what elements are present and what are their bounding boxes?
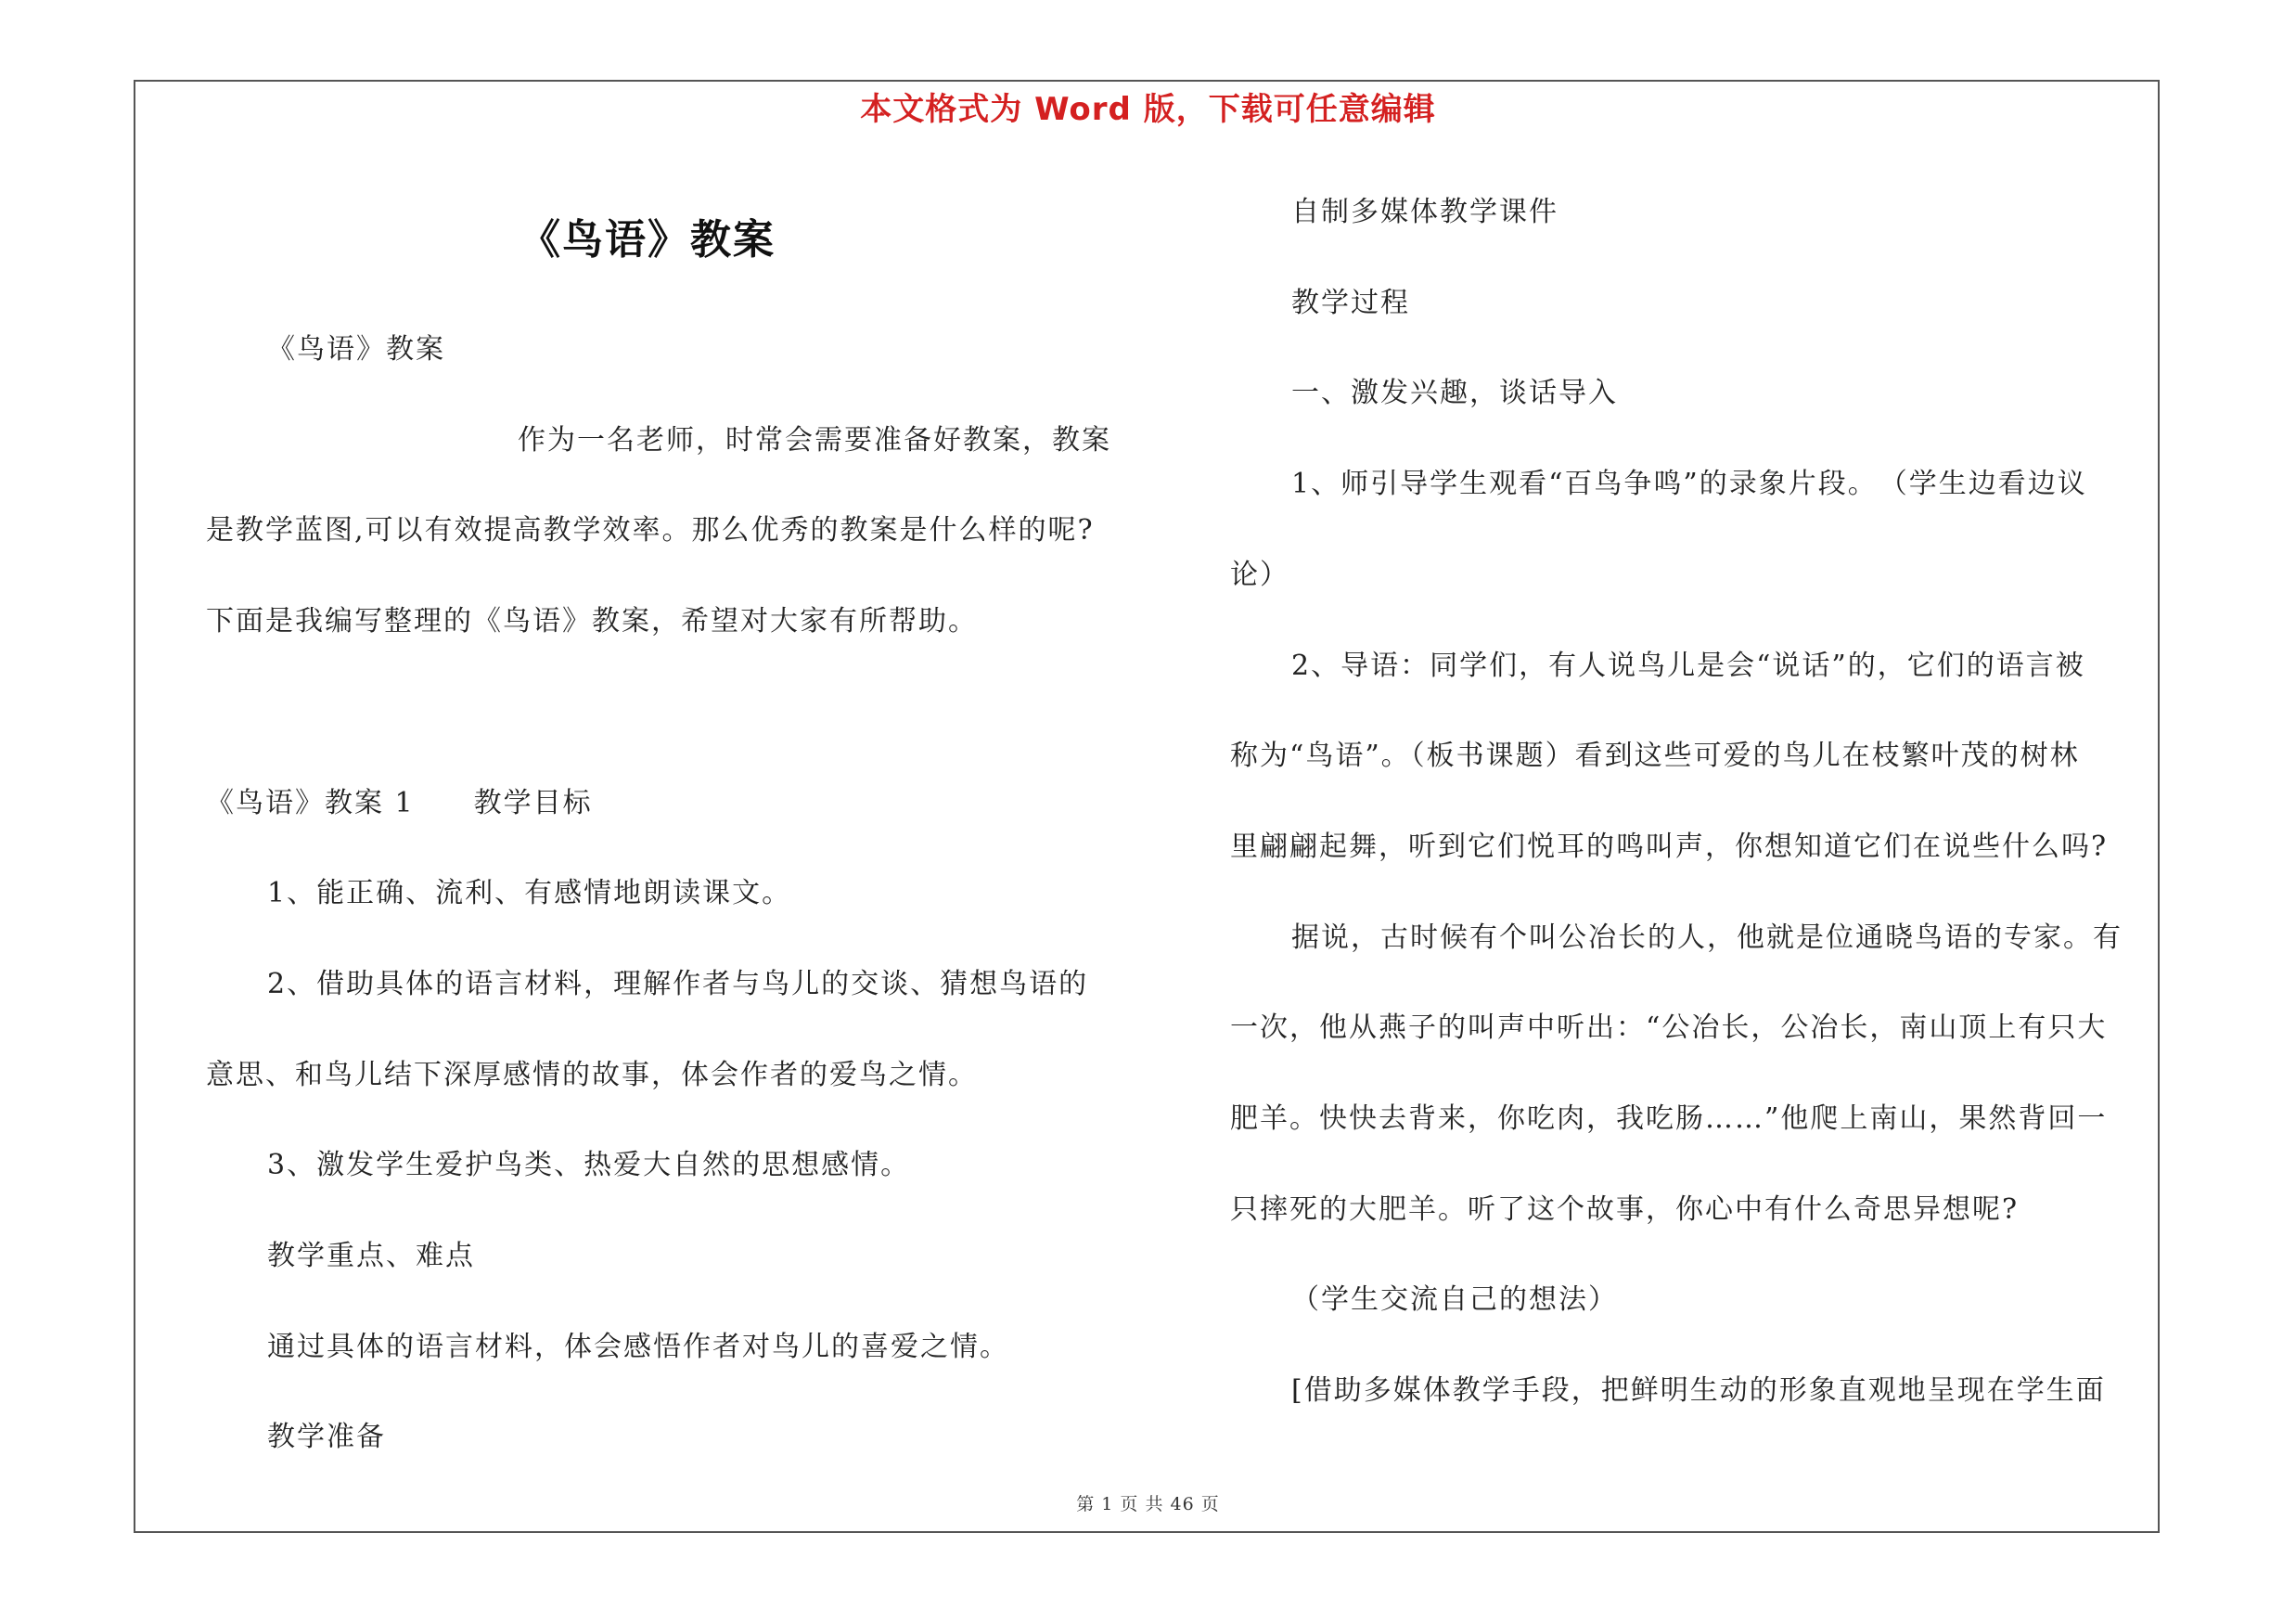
- paragraph-subtitle: 《鸟语》教案: [267, 333, 445, 366]
- left-column: [206, 304, 1134, 1483]
- word-format-banner: 本文格式为 Word 版，下载可任意编辑: [860, 91, 1436, 128]
- paragraph-line: 作为一名老师，时常会需要准备好教案，教案: [518, 423, 1111, 457]
- section-heading: 教学过程: [1291, 286, 1410, 319]
- section-heading: 教学重点、难点: [267, 1240, 475, 1273]
- paragraph-line: 2、借助具体的语言材料，理解作者与鸟儿的交谈、猜想鸟语的: [267, 967, 1089, 1000]
- section-heading: 一、激发兴趣，谈话导入: [1291, 377, 1618, 410]
- document-title: 《鸟语》教案: [519, 216, 776, 264]
- paragraph-line: 2、导语：同学们，有人说鸟儿是会“说话”的，它们的语言被: [1291, 649, 2085, 682]
- paragraph-line: 1、师引导学生观看“百鸟争鸣”的录象片段。 （学生边看边议: [1291, 468, 2087, 501]
- paragraph-line: 是教学蓝图,可以有效提高教学效率。那么优秀的教案是什么样的呢?: [206, 514, 1095, 547]
- paragraph-line: 1、能正确、流利、有感情地朗读课文。: [267, 877, 792, 910]
- section-heading: 教学准备: [267, 1421, 386, 1454]
- paragraph-line: 只摔死的大肥羊。听了这个故事，你心中有什么奇思异想呢?: [1230, 1192, 2020, 1226]
- paragraph-line: 肥羊。快快去背来，你吃肉，我吃肠……”他爬上南山，果然背回一: [1230, 1102, 2108, 1136]
- paragraph-line: 称为“鸟语”。（板书课题）看到这些可爱的鸟儿在枝繁叶茂的树林: [1230, 740, 2080, 773]
- paragraph-line: 3、激发学生爱护鸟类、热爱大自然的思想感情。: [267, 1149, 911, 1182]
- paragraph-line: 一次，他从燕子的叫声中听出：“公冶长，公冶长，南山顶上有只大: [1230, 1011, 2108, 1045]
- right-column: [1230, 167, 2158, 1436]
- paragraph-line: [借助多媒体教学手段，把鲜明生动的形象直观地呈现在学生面: [1291, 1374, 2106, 1408]
- paragraph-line: 自制多媒体教学课件: [1291, 196, 1558, 228]
- paragraph-line: 里翩翩起舞，听到它们悦耳的鸣叫声，你想知道它们在说些什么吗?: [1230, 830, 2109, 863]
- page-number-footer: 第 1 页 共 46 页: [1076, 1494, 1220, 1514]
- paragraph-line: 意思、和鸟儿结下深厚感情的故事，体会作者的爱鸟之情。: [206, 1058, 978, 1091]
- paragraph-line: （学生交流自己的想法）: [1291, 1283, 1618, 1317]
- paragraph-line: 下面是我编写整理的《鸟语》教案，希望对大家有所帮助。: [206, 605, 978, 638]
- spacer: [206, 667, 1134, 758]
- paragraph-line: 论）: [1230, 558, 1289, 591]
- paragraph-line: 通过具体的语言材料，体会感悟作者对鸟儿的喜爱之情。: [267, 1330, 1009, 1363]
- section-heading: 《鸟语》教案 1 教学目标: [206, 786, 593, 819]
- paragraph-line: 据说，古时候有个叫公冶长的人，他就是位通晓鸟语的专家。有: [1291, 921, 2123, 954]
